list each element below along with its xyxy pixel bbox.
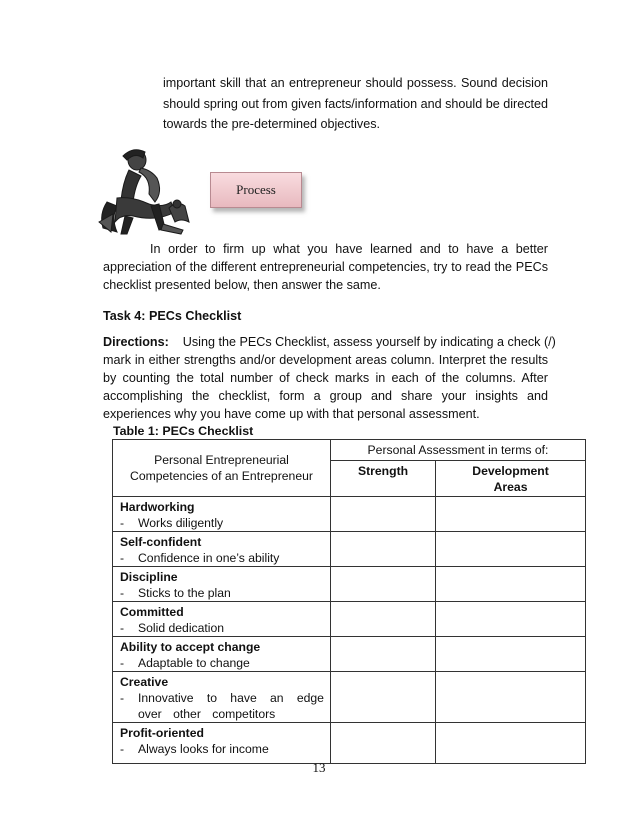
competency-desc: Solid dedication: [138, 621, 225, 635]
competency-title: Hardworking: [120, 500, 195, 514]
competency-cell: Creative - Innovative to have an edge over other competitors: [113, 672, 331, 723]
competency-desc: Adaptable to change: [138, 656, 250, 670]
intro-line: important skill that an entrepreneur should possess. Sound decision: [163, 76, 548, 90]
table-row: [113, 497, 586, 532]
directions-label: Directions:: [103, 335, 169, 349]
development-check-cell[interactable]: [436, 602, 586, 637]
directions-first-line: [103, 333, 556, 351]
competency-cell: Profit-oriented - Always looks for income: [113, 723, 331, 764]
process-button[interactable]: [210, 172, 302, 208]
competency-cell: Hardworking - Works diligently: [113, 497, 331, 532]
table-row: [113, 602, 586, 637]
directions-line: experiences why you have come up with that personal assessment.: [103, 407, 480, 421]
strength-check-cell[interactable]: [330, 497, 435, 532]
strength-check-cell[interactable]: [330, 532, 435, 567]
competency-cell: Self-confident - Confidence in one’s ability: [113, 532, 331, 567]
paragraph-line: In order to firm up what you have learned and to have a better: [150, 242, 548, 256]
header-development: Development Areas: [436, 461, 586, 497]
table-row: [113, 532, 586, 567]
competency-title: Committed: [120, 605, 184, 619]
directions-line: accomplishing the checklist, form a group and share your insights and: [103, 389, 548, 403]
competency-desc: Confidence in one’s ability: [138, 551, 280, 565]
strength-check-cell[interactable]: [330, 602, 435, 637]
table-caption: Table 1: PECs Checklist: [113, 424, 254, 438]
table-row: [113, 567, 586, 602]
page-number: 13: [312, 760, 326, 775]
header-competencies: Personal Entrepreneurial Competencies of an Entrepreneur: [113, 440, 331, 497]
directions-line: mark in either strengths and/or development areas column. Interpret the results: [103, 353, 548, 367]
table-row: [113, 672, 586, 723]
intro-line: towards the pre-determined objectives.: [163, 117, 381, 131]
paragraph-line: checklist presented below, then answer the same.: [103, 278, 381, 292]
strength-check-cell[interactable]: [330, 723, 435, 764]
competency-title: Ability to accept change: [120, 640, 261, 654]
competency-title: Creative: [120, 675, 169, 689]
strength-check-cell[interactable]: [330, 672, 435, 723]
intro-line: should spring out from given facts/information and should be directed: [163, 97, 549, 111]
competency-desc: Always looks for income: [138, 742, 269, 756]
development-check-cell[interactable]: [436, 723, 586, 764]
task-heading: Task 4: PECs Checklist: [103, 309, 242, 323]
competency-cell: Committed - Solid dedication: [113, 602, 331, 637]
paragraph-line: appreciation of the different entrepreneurial competencies, try to read the PECs: [103, 260, 548, 274]
competency-cell: Ability to accept change - Adaptable to change: [113, 637, 331, 672]
header-assessment: Personal Assessment in terms of:: [330, 440, 585, 461]
development-check-cell[interactable]: [436, 672, 586, 723]
development-check-cell[interactable]: [436, 497, 586, 532]
header-strength: Strength: [330, 461, 435, 497]
competency-cell: Discipline - Sticks to the plan: [113, 567, 331, 602]
development-check-cell[interactable]: [436, 567, 586, 602]
competency-title: Discipline: [120, 570, 178, 584]
pecs-checklist-table: [112, 439, 586, 764]
directions-text: Using the PECs Checklist, assess yourself by indicating a check (/): [182, 335, 556, 349]
competency-desc: Innovative to have an edge over other competitors: [138, 691, 324, 721]
thinking-entrepreneur-illustration: [93, 142, 193, 238]
strength-check-cell[interactable]: [330, 637, 435, 672]
strength-check-cell[interactable]: [330, 567, 435, 602]
competency-desc: Sticks to the plan: [138, 586, 231, 600]
table-row: [113, 723, 586, 764]
table-row: [113, 637, 586, 672]
competency-title: Self-confident: [120, 535, 202, 549]
competency-desc: Works diligently: [138, 516, 224, 530]
table-header-row: [113, 440, 586, 461]
competency-title: Profit-oriented: [120, 726, 204, 740]
development-check-cell[interactable]: [436, 637, 586, 672]
process-label: Process: [236, 182, 276, 197]
development-check-cell[interactable]: [436, 532, 586, 567]
directions-line: by counting the total number of check marks in each of the columns. After: [103, 371, 548, 385]
